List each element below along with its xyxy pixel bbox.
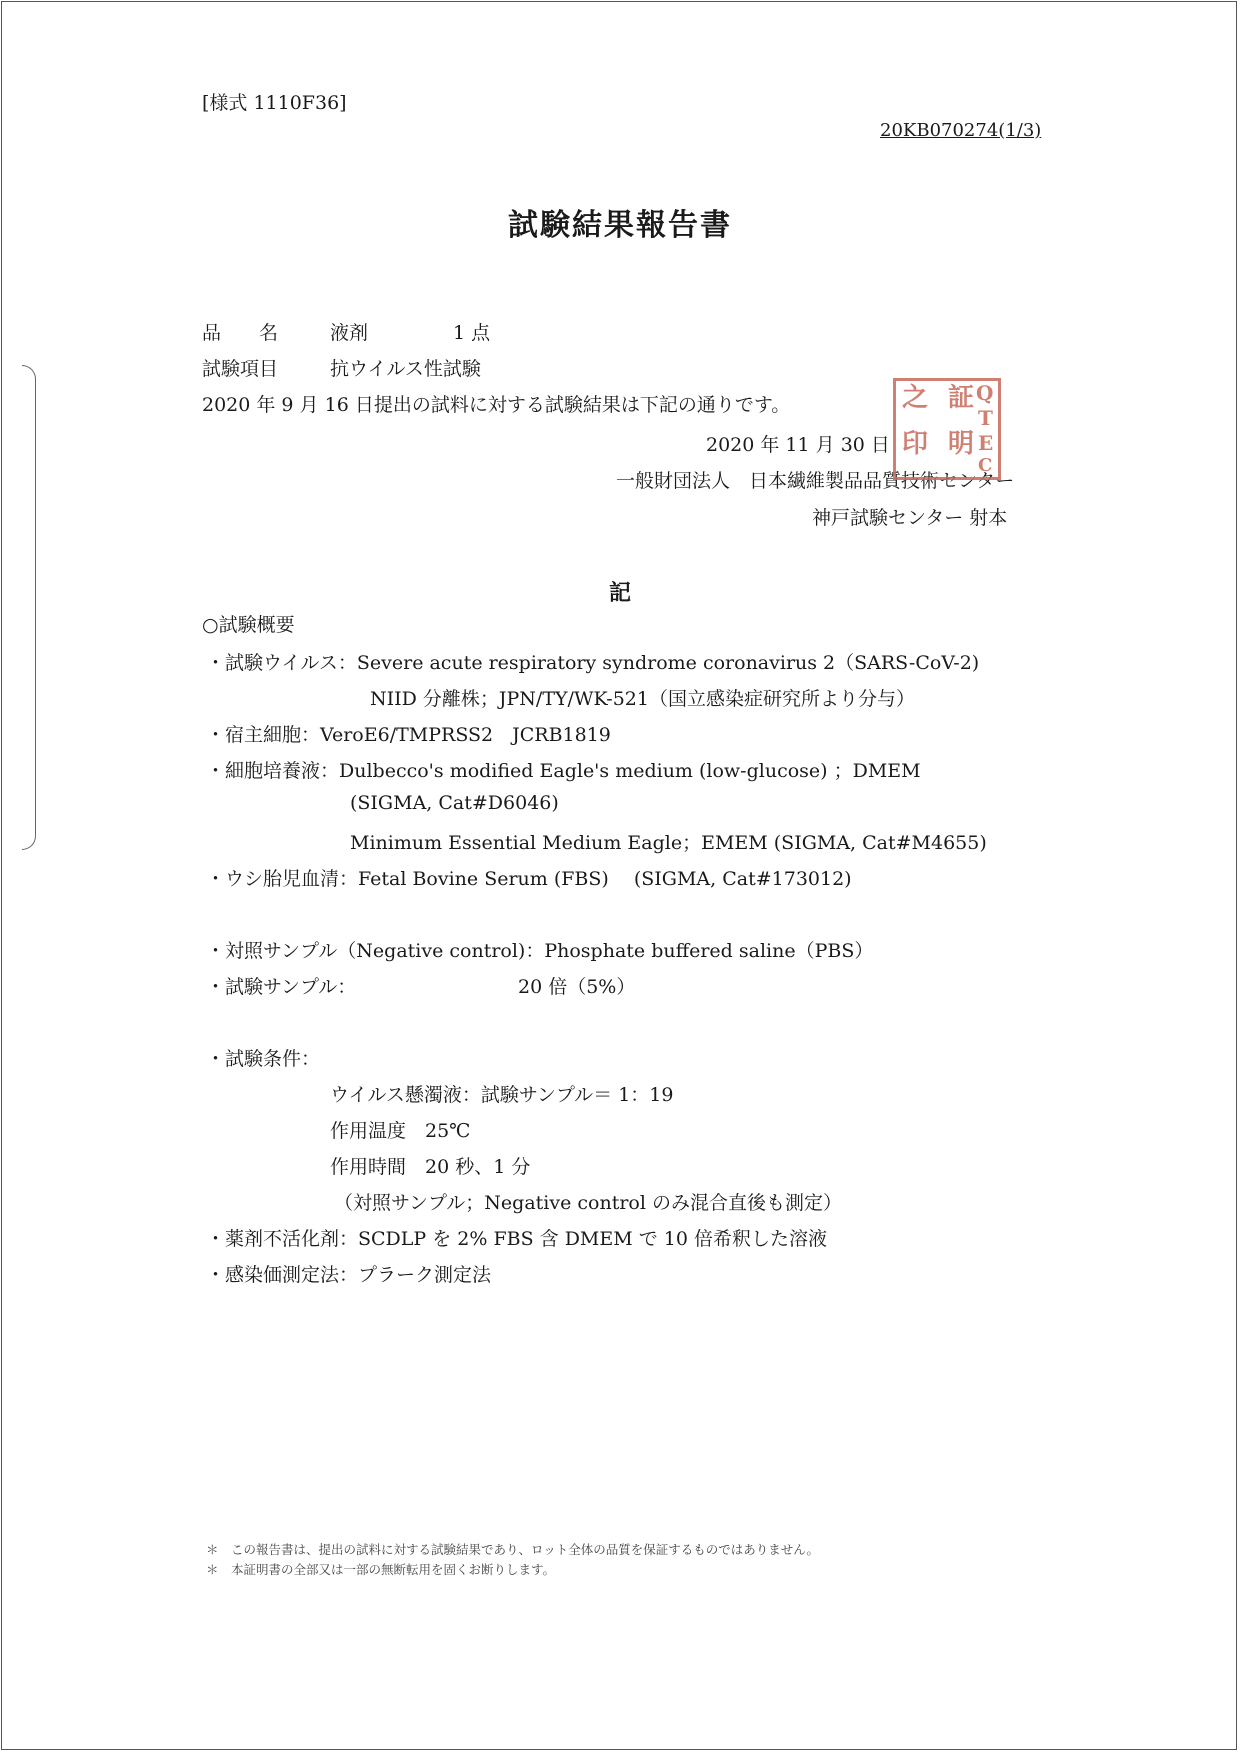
- binder-mark: [22, 365, 36, 850]
- report-number: 20KB070274(1/3): [880, 120, 1042, 141]
- product-quantity: 1 点: [453, 322, 491, 344]
- test-item-row: [202, 354, 481, 381]
- fetal-bovine-serum: ・ウシ胎児血清：Fetal Bovine Serum (FBS) (SIGMA, Cat#173012): [206, 868, 852, 890]
- virus-strain: NIID 分離株；JPN/TY/WK-521（国立感染症研究所より分与）: [370, 688, 915, 710]
- test-conditions-label: ・試験条件：: [206, 1048, 321, 1070]
- issuer-organization: 一般財団法人 日本繊維製品品質技術センター: [616, 470, 1015, 492]
- submission-statement: 2020 年 9 月 16 日提出の試料に対する試験結果は下記の通りです。: [202, 394, 791, 416]
- condition-temperature: 作用温度 25℃: [330, 1120, 471, 1142]
- product-name-row: [202, 318, 490, 345]
- virus-label: ・試験ウイルス：: [206, 652, 357, 674]
- test-sample-value: 20 倍（5%）: [518, 976, 636, 998]
- overview-heading: ○試験概要: [202, 614, 295, 636]
- product-name-label: 品 名: [202, 322, 279, 344]
- culture-medium-1: ・細胞培養液：Dulbecco's modified Eagle's medium (low-glucose) ；DMEM: [206, 760, 921, 782]
- culture-medium-1-catalog: (SIGMA, Cat#D6046): [350, 792, 559, 814]
- inactivator: ・薬剤不活化剤：SCDLP を 2% FBS 含 DMEM で 10 倍希釈した溶液: [206, 1228, 827, 1250]
- titer-method: ・感染価測定法：プラーク測定法: [206, 1264, 492, 1286]
- footer-note-2: ＊ 本証明書の全部又は一部の無断転用を固くお断りします。: [206, 1562, 556, 1577]
- issuer-branch: 神戸試験センター 射本: [812, 507, 1008, 529]
- stamp-char: Q: [976, 381, 994, 405]
- stamp-char: E: [978, 431, 994, 455]
- stamp-char: 印: [902, 429, 929, 459]
- stamp-char: 証: [948, 383, 975, 413]
- stamp-char: C: [978, 455, 993, 476]
- culture-medium-2: Minimum Essential Medium Eagle；EMEM (SIGMA, Cat#M4655): [350, 832, 987, 854]
- condition-note: （対照サンプル；Negative control のみ混合直後も測定）: [334, 1192, 842, 1214]
- stamp-char: 明: [948, 429, 975, 459]
- seal-stamp: [893, 378, 1001, 480]
- virus-value: Severe acute respiratory syndrome coronavirus 2（SARS-CoV-2): [356, 652, 980, 674]
- test-item-label: 試験項目: [202, 358, 279, 380]
- section-ki: 記: [608, 580, 631, 606]
- form-number: [様式 1110F36]: [202, 92, 347, 114]
- product-name-value: 液剤: [330, 322, 369, 344]
- condition-time: 作用時間 20 秒、1 分: [330, 1156, 531, 1178]
- document-title: 試験結果報告書: [508, 208, 732, 243]
- test-sample-label: ・試験サンプル：: [206, 976, 357, 998]
- control-sample: ・対照サンプル（Negative control)：Phosphate buffered saline（PBS）: [206, 940, 874, 962]
- condition-ratio: ウイルス懸濁液：試験サンプル＝ 1：19: [330, 1084, 674, 1106]
- test-sample-row: [206, 972, 635, 999]
- virus-row: [206, 648, 979, 675]
- stamp-char: T: [978, 406, 993, 430]
- stamp-char: 之: [902, 383, 929, 413]
- footer-note-1: ＊ この報告書は、提出の試料に対する試験結果であり、ロット全体の品質を保証するものではありません。: [206, 1542, 820, 1557]
- issue-date: 2020 年 11 月 30 日: [706, 434, 890, 456]
- test-item-value: 抗ウイルス性試験: [330, 358, 481, 380]
- host-cell: ・宿主細胞：VeroE6/TMPRSS2 JCRB1819: [206, 724, 611, 746]
